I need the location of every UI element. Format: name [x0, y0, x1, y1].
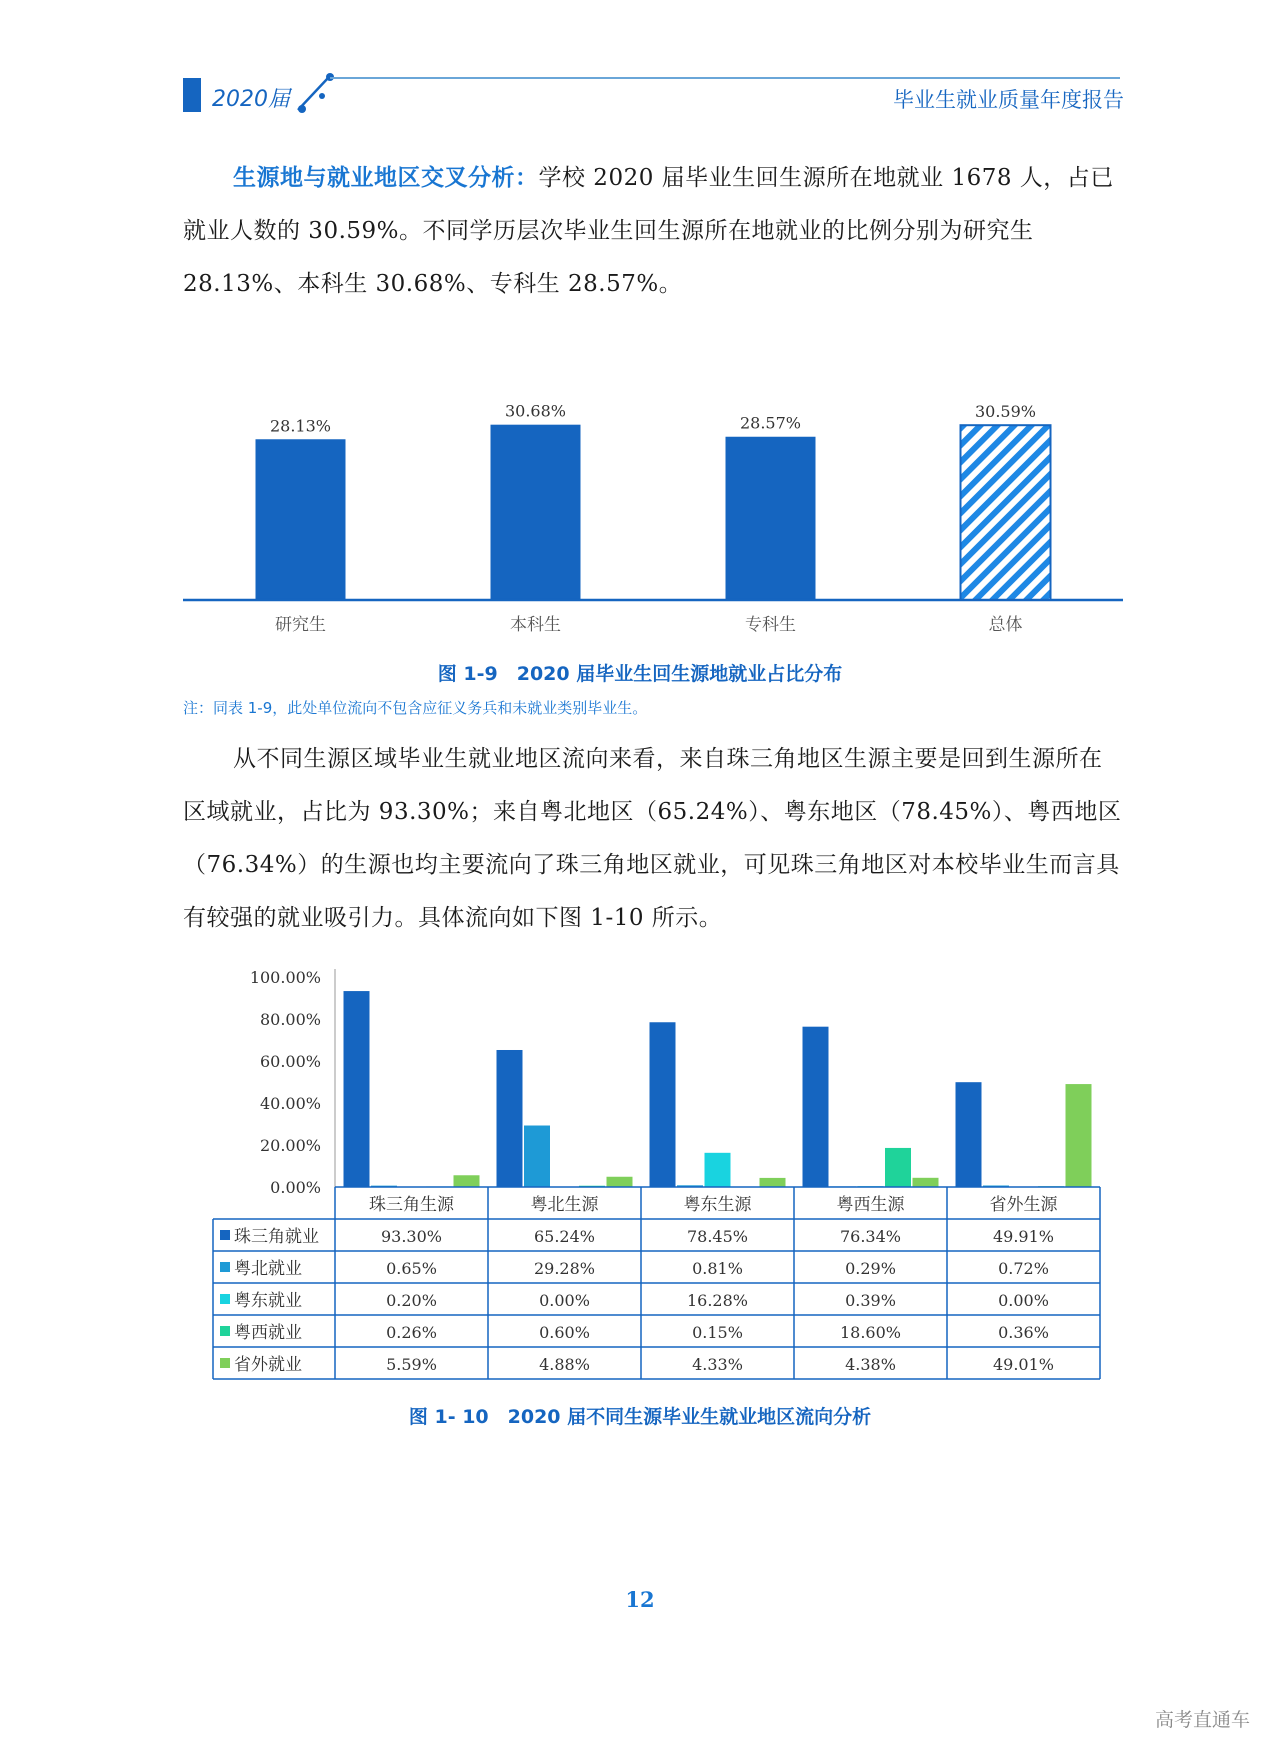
chart-bar — [497, 1050, 523, 1187]
chart-data-label: 28.13% — [269, 416, 332, 436]
chart-tick-label: 粤东生源 — [683, 1195, 752, 1215]
legend-label: 粤西就业 — [234, 1323, 302, 1343]
chart-bar — [961, 425, 1051, 600]
table-cell: 0.65% — [386, 1259, 437, 1278]
table-cell: 0.00% — [539, 1291, 590, 1310]
chart-bar — [491, 425, 581, 600]
table-cell: 0.15% — [692, 1323, 743, 1342]
table-cell: 4.88% — [539, 1355, 590, 1374]
chart-y-tick-label: 60.00% — [259, 1052, 321, 1071]
legend-label: 珠三角就业 — [234, 1227, 319, 1247]
chart-bar — [344, 991, 370, 1187]
header-accent-block — [183, 78, 201, 112]
header-rule — [330, 77, 1120, 79]
chart-bar — [760, 1178, 786, 1187]
chart-tick-label: 本科生 — [510, 615, 561, 635]
paragraph-region-flow — [183, 733, 1123, 945]
table-cell: 93.30% — [380, 1227, 443, 1246]
page-number: 12 — [625, 1587, 655, 1612]
chart-data-label: 28.57% — [739, 413, 802, 433]
table-cell: 0.81% — [692, 1259, 743, 1278]
legend-swatch — [220, 1262, 230, 1272]
chart-data-label: 30.59% — [974, 402, 1037, 422]
figure-note: 注：同表 1-9，此处单位流向不包含应征义务兵和未就业类别毕业生。 — [183, 699, 648, 717]
chart-bar — [454, 1175, 480, 1187]
legend-label: 省外就业 — [234, 1355, 302, 1375]
table-cell: 49.01% — [992, 1355, 1055, 1374]
table-cell: 0.00% — [998, 1291, 1049, 1310]
chart-bar — [650, 1022, 676, 1187]
chart-region-flow-analysis — [183, 955, 1123, 1385]
chart-bar — [705, 1153, 731, 1187]
table-cell: 0.72% — [998, 1259, 1049, 1278]
header-year-label: 2020届 — [212, 87, 290, 112]
paragraph-text: 学校 2020 届毕业生回生源所在地就业 1678 人，占已就业人数的 30.59%。不同学历层次毕业生回生源所在地就业的比例分别为研究生 28.13%、本科生 30.68%、专科生 28.57%。 — [183, 165, 1114, 297]
table-cell: 76.34% — [839, 1227, 902, 1246]
chart-bar — [885, 1148, 911, 1187]
chart-y-tick-label: 100.00% — [249, 968, 321, 987]
legend-swatch — [220, 1230, 230, 1240]
chart-bar — [607, 1177, 633, 1187]
chart-tick-label: 粤西生源 — [836, 1195, 905, 1215]
legend-label: 粤北就业 — [234, 1259, 302, 1279]
table-cell: 0.20% — [386, 1291, 437, 1310]
chart-tick-label: 珠三角生源 — [369, 1195, 454, 1215]
chart-tick-label: 总体 — [988, 615, 1023, 635]
table-cell: 0.39% — [845, 1291, 896, 1310]
table-cell: 4.38% — [845, 1355, 896, 1374]
legend-swatch — [220, 1326, 230, 1336]
chart-bar — [956, 1082, 982, 1187]
header-title: 毕业生就业质量年度报告 — [893, 88, 1124, 112]
legend-swatch — [220, 1294, 230, 1304]
chart-y-tick-label: 20.00% — [259, 1136, 321, 1155]
chart-tick-label: 专科生 — [745, 615, 796, 635]
table-cell: 16.28% — [686, 1291, 749, 1310]
legend-label: 粤东就业 — [234, 1291, 302, 1311]
table-cell: 78.45% — [686, 1227, 749, 1246]
chart-bar — [256, 439, 346, 600]
paragraph-text: 从不同生源区域毕业生就业地区流向来看，来自珠三角地区生源主要是回到生源所在区域就业，占比为 93.30%；来自粤北地区（65.24%）、粤东地区（78.45%）、粤西地区（76.34%）的生源也均主要流向了珠三角地区就业，可见珠三角地区对本校毕业生而言具有较强的就业吸引力。具体流向如下图 1-10 所示。 — [183, 746, 1122, 931]
paragraph-source-cross-analysis — [183, 152, 1123, 311]
table-cell: 18.60% — [839, 1323, 902, 1342]
table-cell: 0.60% — [539, 1323, 590, 1342]
table-cell: 29.28% — [533, 1259, 596, 1278]
table-cell: 0.29% — [845, 1259, 896, 1278]
chart-return-home-ratio — [183, 370, 1123, 640]
figure-caption-1-9: 图 1-9 2020 届毕业生回生源地就业占比分布 — [437, 663, 843, 685]
chart-bar — [913, 1178, 939, 1187]
chart-y-tick-label: 80.00% — [259, 1010, 321, 1029]
chart-y-tick-label: 0.00% — [270, 1178, 321, 1197]
table-cell: 65.24% — [533, 1227, 596, 1246]
chart-bar — [1066, 1084, 1092, 1187]
figure-caption-1-10: 图 1- 10 2020 届不同生源毕业生就业地区流向分析 — [408, 1406, 872, 1428]
table-cell: 5.59% — [386, 1355, 437, 1374]
chart-y-tick-label: 40.00% — [259, 1094, 321, 1113]
table-cell: 0.36% — [998, 1323, 1049, 1342]
chart-tick-label: 省外生源 — [989, 1195, 1058, 1215]
legend-swatch — [220, 1358, 230, 1368]
chart-bar — [524, 1126, 550, 1187]
watermark-text: 高考直通车 — [1154, 1709, 1250, 1731]
chart-bar — [726, 437, 816, 600]
table-cell: 4.33% — [692, 1355, 743, 1374]
table-cell: 0.26% — [386, 1323, 437, 1342]
chart-tick-label: 研究生 — [275, 615, 326, 635]
chart-tick-label: 粤北生源 — [530, 1195, 599, 1215]
paragraph-lead: 生源地与就业地区交叉分析： — [233, 165, 539, 191]
table-cell: 49.91% — [992, 1227, 1055, 1246]
chart-bar — [803, 1027, 829, 1187]
chart-data-label: 30.68% — [504, 401, 567, 421]
